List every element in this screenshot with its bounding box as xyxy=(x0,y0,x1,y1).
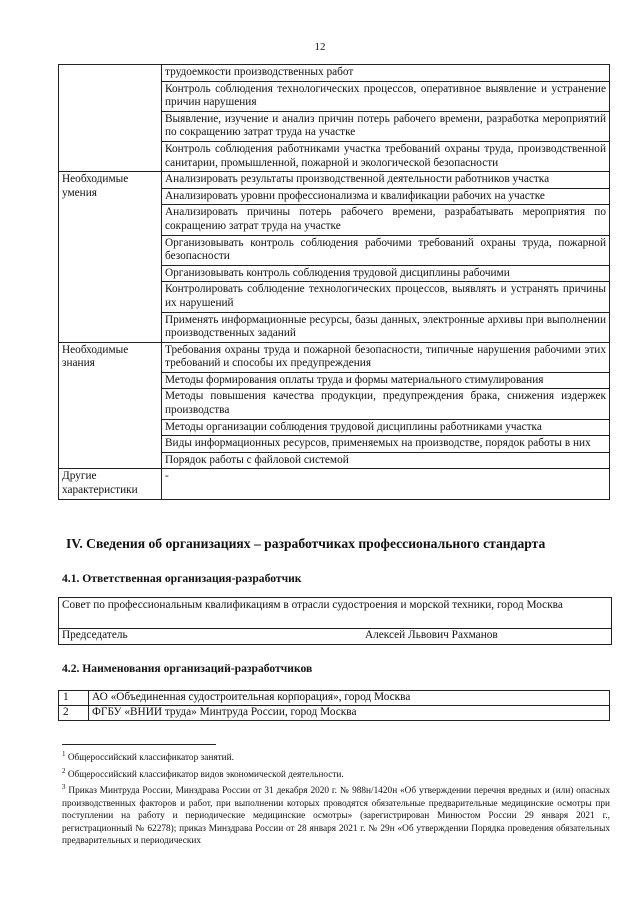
organization-name: Совет по профессиональным квалификациям в отрасли судостроения и морской техники, город Москва xyxy=(62,599,563,611)
footnote-separator xyxy=(62,744,216,745)
table-cell: Организовывать контроль соблюдения трудовой дисциплины рабочими xyxy=(162,265,610,282)
table-cell: Требования охраны труда и пожарной безопасности, типичные нарушения рабочими этих требований и способы их предупреждения xyxy=(162,342,610,372)
footnote-mark: 2 xyxy=(62,766,66,775)
table-cell: Методы повышения качества продукции, предупреждения брака, снижения издержек производства xyxy=(162,389,610,419)
organization-role: Председатель xyxy=(62,629,128,641)
section-iv-title: IV. Сведения об организациях – разработчиках профессионального стандарта xyxy=(66,536,546,551)
divider xyxy=(59,628,611,629)
table-row xyxy=(59,342,610,372)
table-cell: Анализировать уровни профессионализма и квалификации рабочих на участке xyxy=(162,188,610,205)
footnote-text: Общероссийский классификатор видов экономической деятельности. xyxy=(67,769,344,780)
responsible-organization-box xyxy=(58,597,612,645)
table-row xyxy=(59,705,610,720)
table-cell: Контролировать соблюдение технологических процессов, выявлять и устранять причины их нарушений xyxy=(162,282,610,312)
footnote-text: Общероссийский классификатор занятий. xyxy=(67,753,234,764)
table-cell: трудоемкости производственных работ xyxy=(162,65,610,82)
table-cell: - xyxy=(162,469,610,499)
developers-table xyxy=(58,690,610,721)
row-group-label: Необходимые умения xyxy=(59,172,162,343)
developer-number: 2 xyxy=(59,705,89,720)
table-cell: Контроль соблюдения технологических процессов, оперативное выявление и устранение причин нарушения xyxy=(162,81,610,111)
table-cell: Методы организации соблюдения трудовой дисциплины работниками участка xyxy=(162,419,610,436)
developer-number: 1 xyxy=(59,691,89,706)
row-group-label xyxy=(59,65,162,172)
organization-head-name: Алексей Львович Рахманов xyxy=(365,629,498,641)
footnote-mark: 3 xyxy=(62,783,66,792)
footnote xyxy=(62,765,610,782)
competency-table xyxy=(58,64,610,500)
table-cell: Порядок работы с файловой системой xyxy=(162,452,610,469)
subsection-4-2-title: 4.2. Наименования организаций-разработчиков xyxy=(62,662,313,675)
table-cell: Применять информационные ресурсы, базы данных, электронные архивы при выполнении производственных заданий xyxy=(162,312,610,342)
table-cell: Контроль соблюдения работниками участка требований охраны труда, производственной санитарии, промышленной, пожарной и экологической безопасности xyxy=(162,141,610,171)
footnote-text: Приказ Минтруда России, Минздрава России от 31 декабря 2020 г. № 988н/1420н «Об утверждении перечня вредных и (или) опасных производственных факторов и работ, при выполнении которых проводятся обязательные предварительные медицинские осмотры при поступлении на работу и периодические медицинские осмотры» (зарегистрирован Минюстом России 29 января 2021 г., регистрационный № 62278); приказ Минздрава России от 28 января 2021 г. № 29н «Об утверждении Порядка проведения обязательных предварительных и периодических xyxy=(62,786,610,847)
developer-name: АО «Объединенная судостроительная корпорация», город Москва xyxy=(89,691,610,706)
table-row xyxy=(59,691,610,706)
page-number: 12 xyxy=(314,41,326,53)
table-cell: Анализировать результаты производственной деятельности работников участка xyxy=(162,172,610,189)
table-row xyxy=(59,469,610,499)
table-cell: Выявление, изучение и анализ причин потерь рабочего времени, разработка мероприятий по сокращению затрат труда на участке xyxy=(162,111,610,141)
row-group-label: Другие характеристики xyxy=(59,469,162,499)
footnotes xyxy=(62,748,610,848)
table-cell: Анализировать причины потерь рабочего времени, разрабатывать мероприятия по сокращению затрат труда на участке xyxy=(162,205,610,235)
table-cell: Организовывать контроль соблюдения рабочими требований охраны труда, пожарной безопасности xyxy=(162,235,610,265)
footnote xyxy=(62,748,610,765)
table-row xyxy=(59,65,610,82)
table-cell: Методы формирования оплаты труда и формы материального стимулирования xyxy=(162,372,610,389)
footnote-mark: 1 xyxy=(62,750,66,758)
table-row xyxy=(59,172,610,189)
table-cell: Виды информационных ресурсов, применяемых на производстве, порядок работы в них xyxy=(162,436,610,453)
footnote xyxy=(62,781,610,848)
row-group-label: Необходимые знания xyxy=(59,342,162,469)
subsection-4-1-title: 4.1. Ответственная организация-разработчик xyxy=(62,572,302,585)
developer-name: ФГБУ «ВНИИ труда» Минтруда России, город Москва xyxy=(89,705,610,720)
